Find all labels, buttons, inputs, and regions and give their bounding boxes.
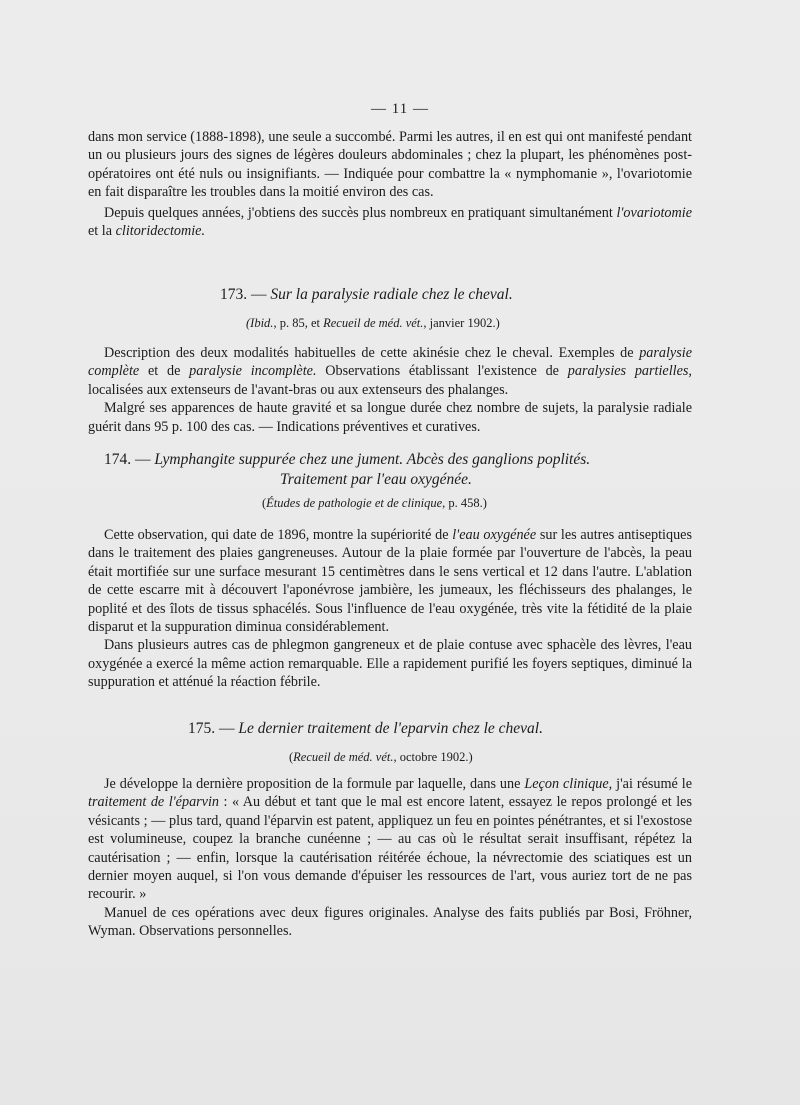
body-italic: paralysie incomplète.	[189, 363, 317, 380]
section-173-heading	[220, 285, 513, 305]
ref-text: (	[262, 496, 267, 510]
section-173-title: Sur la paralysie radiale chez le cheval.	[270, 286, 513, 303]
intro-paragraph-1: dans mon service (1888-1898), une seule a succombé. Parmi les autres, il en est qui ont manifesté pendant un ou plusieurs jours des signes de légères douleurs abdominales ; chez la plupart, les phénomènes post-opératoires ont été nuls ou insignifiants. — Indiquée pour combattre la « nymphomanie », l'ovariotomie en fait disparaître les troubles dans la moitié environ des cas.	[88, 129, 692, 201]
intro-italic-clitoridectomie: clitoridectomie.	[115, 223, 206, 240]
ref-text: Études de pathologie et de clinique	[266, 496, 443, 510]
intro-italic-ovariotomie: l'ovariotomie	[616, 204, 692, 221]
section-174-heading	[104, 450, 684, 490]
section-174-reference	[262, 496, 487, 511]
body-italic: paralysie complète	[88, 345, 692, 380]
ref-text: , p. 85, et	[273, 316, 324, 330]
intro-text: et la	[88, 223, 116, 240]
section-174-body	[88, 526, 692, 692]
section-174-paragraph-1	[88, 526, 692, 636]
body-text: j'ai résumé le	[612, 776, 693, 792]
page-number: — 11 —	[371, 101, 429, 117]
section-174-title-line-2	[104, 470, 684, 490]
section-173-body	[88, 344, 692, 436]
section-173-paragraph-2: Malgré ses apparences de haute gravité et sa longue durée chez nombre de sujets, la paralysie radiale guérit dans 95 p. 100 des cas. — Indications préventives et curatives.	[88, 400, 692, 435]
intro-block	[88, 128, 692, 240]
section-175-reference	[289, 750, 473, 765]
section-175-body	[88, 775, 692, 941]
section-175-title: Le dernier traitement de l'eparvin chez le cheval.	[238, 720, 543, 737]
section-173-number: 173. —	[220, 286, 267, 303]
section-174-title-line-1	[104, 450, 684, 470]
section-173-reference	[246, 316, 500, 331]
body-text: sur les autres antiseptiques dans le traitement des plaies gangreneuses. Autour de la plaie formée par l'ouverture de l'abcès, la peau était mortifiée sur une surface mesurant 15 centimètres dans le sens vertical et 12 dans l'autre. L'ablation de cette escarre mit à découvert l'aponévrose jambière, les jumeaux, les fléchisseurs des phalanges, le poplité et des îlots de tissus sphacélés. Sous l'influence de l'eau oxygénée, très vite la fétidité de la plaie disparut et la suppuration diminua considérablement.	[88, 527, 692, 636]
body-text: Cette observation, qui date de 1896, montre la supériorité de	[104, 527, 453, 543]
body-text: Description des deux modalités habituelles de cette akinésie chez le cheval. Exemples de	[104, 345, 640, 361]
body-italic: l'eau oxygénée	[452, 527, 537, 543]
section-174-number: 174. —	[104, 451, 151, 468]
ref-text: , octobre 1902.)	[393, 750, 473, 764]
section-175-paragraph-1	[88, 775, 692, 904]
ref-text: Recueil de méd. vét.	[323, 316, 424, 330]
body-text: : « Au début et tant que le mal est encore latent, essayez le repos prolongé et les vésicants ; — plus tard, quand l'éparvin est patent, appliquez un feu en pointes pénétrantes, et si l'exostose est volumineuse, coupez la branche cunéenne ; — au cas où le résultat serait insuffisant, répétez la cautérisation ; — enfin, lorsque la cautérisation réitérée échoue, la névrectomie des sciatiques est un dernier moyen auquel, si l'on vous demande d'épuiser les ressources de l'art, vous auriez tort de ne pas recourir. »	[88, 794, 692, 903]
section-173-paragraph-1	[88, 344, 692, 399]
ref-text: , p. 458.)	[442, 496, 487, 510]
ref-text: Recueil de méd. vét.	[293, 750, 394, 764]
section-174-title: Lymphangite suppurée chez une jument. Abcès des ganglions poplités.	[154, 451, 591, 468]
body-italic: traitement de l'éparvin	[88, 794, 220, 811]
body-text: Je développe la dernière proposition de la formule par laquelle, dans une	[104, 776, 525, 792]
ref-text: (Ibid.	[246, 316, 274, 330]
section-174-title-continued: Traitement par l'eau oxygénée.	[280, 471, 472, 488]
body-text: et de	[139, 363, 190, 380]
ref-text: (	[289, 750, 294, 764]
body-text: Observations établissant l'existence de	[316, 363, 568, 380]
section-175-paragraph-2: Manuel de ces opérations avec deux figures originales. Analyse des faits publiés par Bosi, Fröhner, Wyman. Observations personnelles.	[88, 904, 692, 940]
body-text: localisées aux extenseurs de l'avant-bras ou aux extenseurs des phalanges.	[88, 381, 509, 398]
ref-text: , janvier 1902.)	[423, 316, 500, 330]
intro-paragraph-2	[88, 204, 692, 241]
section-175-number: 175. —	[188, 720, 235, 737]
body-italic: Leçon clinique,	[524, 776, 613, 792]
section-174-paragraph-2: Dans plusieurs autres cas de phlegmon gangreneux et de plaie contuse avec sphacèle des lèvres, l'eau oxygénée a exercé la même action remarquable. Elle a rapidement purifié les foyers septiques, diminué la suppuration et atténué la réaction fébrile.	[88, 637, 692, 691]
body-italic: paralysies partielles,	[567, 363, 692, 380]
section-175-heading	[188, 719, 543, 739]
intro-text: Depuis quelques années, j'obtiens des succès plus nombreux en pratiquant simultanément	[104, 204, 617, 221]
